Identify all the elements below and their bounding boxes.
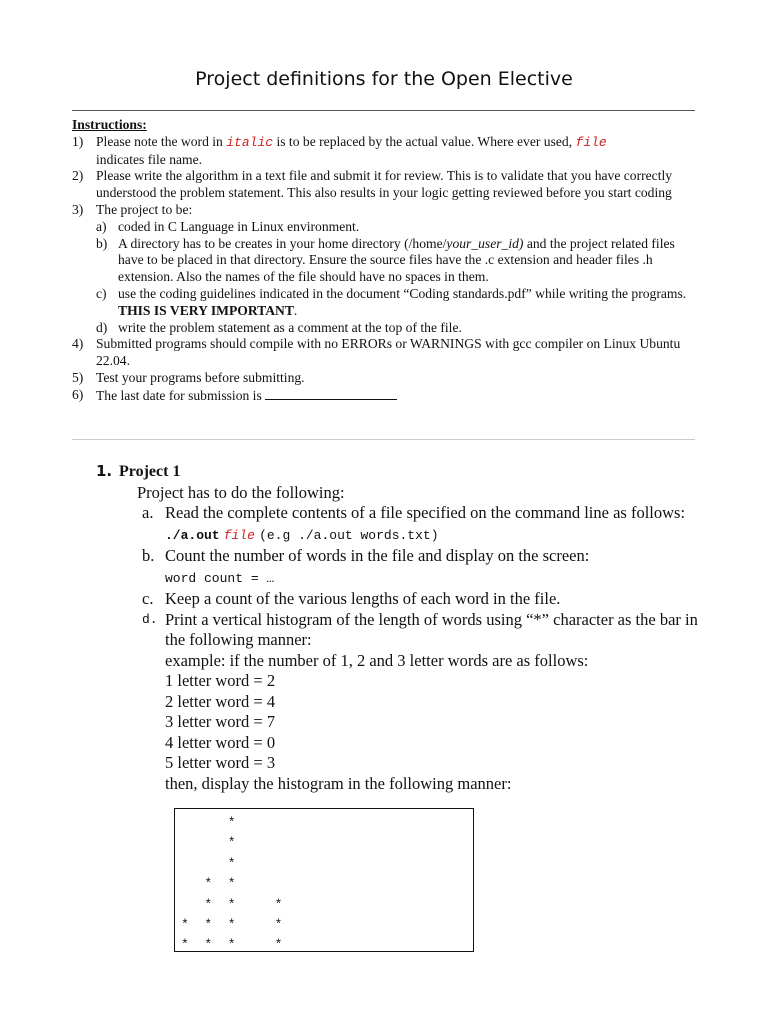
important-notice: THIS IS VERY IMPORTANT (118, 302, 294, 318)
instruction-subitem-c: c) use the coding guidelines indicated in the document “Coding standards.pdf” while writing the programs. THIS IS VERY IMPORTANT. (96, 285, 687, 318)
italic-keyword: italic (226, 134, 274, 150)
instruction-item-6: 6) The last date for submission is (72, 387, 702, 405)
count-line-5: 5 letter word = 3 (165, 753, 276, 772)
project-number: 1. (96, 462, 113, 480)
count-line-4: 4 letter word = 0 (165, 732, 276, 752)
command-eg: (e.g ./a.out words.txt) (259, 527, 439, 543)
project-step-d: d. Print a vertical histogram of the length of words using “*” character as the bar in the following manner: (142, 609, 698, 649)
histogram-output: * * * * * * * * * * * * * * * * (181, 815, 283, 953)
project-step-b: b. Count the number of words in the file and display on the screen: (142, 546, 590, 565)
instruction-subitem-b: b) A directory has to be creates in your home directory (/home/your_user_id) and the project related files have to be placed in that directory. Ensure the source files have the .c extension and header files .h extension. Also the names of the file should have no spaces in them. (96, 235, 675, 285)
project-heading (96, 461, 716, 483)
file-argument: file (223, 527, 255, 543)
instructions-heading: Instructions: (72, 117, 147, 132)
instruction-item-1: 1) Please note the word in italic is to be replaced by the actual value. Where ever used, file indicates file name. (72, 133, 607, 167)
word-count-output: word count = … (165, 570, 275, 586)
page-title: Project definitions for the Open Elective (195, 68, 573, 90)
item-number: 5) (72, 369, 84, 385)
instruction-item-3: 3) The project to be: (72, 201, 193, 217)
project-step-c: c. Keep a count of the various lengths of each word in the file. (142, 589, 561, 608)
project-intro: Project has to do the following: (137, 482, 345, 502)
project-section (96, 461, 716, 794)
example-intro: example: if the number of 1, 2 and 3 letter words are as follows: (165, 650, 589, 670)
section-divider (72, 439, 695, 440)
project-title: Project 1 (119, 463, 181, 480)
user-id-placeholder: your_user_id) (446, 235, 524, 251)
instructions-section (72, 117, 702, 405)
item-number: 2) (72, 168, 84, 184)
command-name: ./a.out (165, 527, 220, 543)
count-line-3: 3 letter word = 7 (165, 712, 276, 731)
instruction-item-2: 2) Please write the algorithm in a text file and submit it for review. This is to validate that you have correctly understood the problem statement. This also results in your logic getting reviewed before you start coding (72, 168, 673, 201)
submission-date-blank (265, 387, 397, 400)
item-number: 1) (72, 133, 84, 149)
count-line-1: 1 letter word = 2 (165, 671, 276, 690)
command-example (96, 524, 716, 547)
item-number: 3) (72, 201, 84, 217)
instruction-subitem-d: d) write the problem statement as a comment at the top of the file. (96, 319, 462, 335)
project-step-a: a. Read the complete contents of a file specified on the command line as follows: (142, 503, 686, 522)
instruction-item-5: 5) Test your programs before submitting. (72, 369, 305, 385)
item-number: 4) (72, 336, 84, 352)
instruction-item-4: 4) Submitted programs should compile with no ERRORs or WARNINGS with gcc compiler on Linux Ubuntu 22.04. (72, 336, 681, 369)
file-keyword: file (575, 134, 607, 150)
count-line-2: 2 letter word = 4 (165, 691, 276, 711)
instruction-subitem-a: a) coded in C Language in Linux environment. (96, 218, 360, 234)
title-divider (72, 110, 695, 111)
histogram-intro: then, display the histogram in the following manner: (165, 773, 512, 793)
item-number: 6) (72, 386, 84, 402)
histogram-box (174, 808, 474, 952)
